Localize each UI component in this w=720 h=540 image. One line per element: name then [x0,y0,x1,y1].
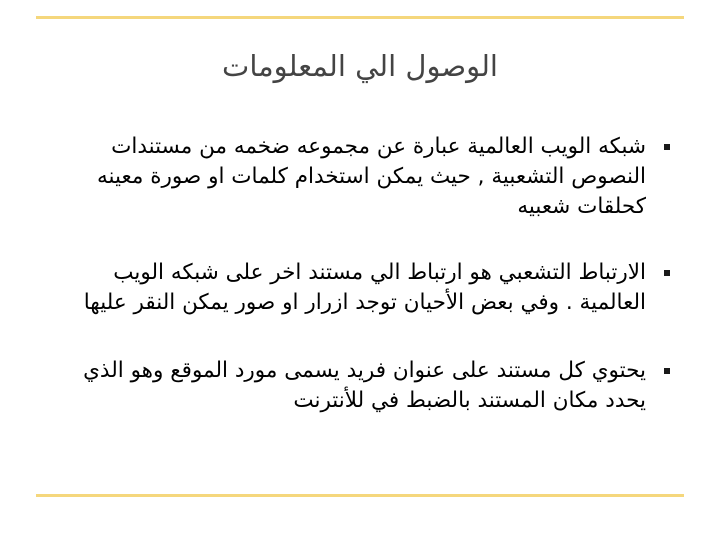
bullet-line: كحلقات شعبيه [517,194,646,219]
bullet-line: يحدد مكان المستند بالضبط في للأنترنت [293,388,646,413]
bullet-line: شبكه الويب العالمية عبارة عن مجموعه ضخمه من مستندات [111,134,646,159]
bullet-item [40,258,680,318]
bullet-line: الارتباط التشعبي هو ارتباط الي مستند اخر على شبكه الويب [113,260,646,285]
bullet-line: العالمية . وفي بعض الأحيان توجد ازرار او صور يمكن النقر عليها [83,290,646,315]
bullet-list [40,132,680,452]
top-divider [36,16,684,19]
square-bullet-icon [664,144,670,150]
square-bullet-icon [664,270,670,276]
bullet-line: يحتوي كل مستند على عنوان فريد يسمى مورد الموقع وهو الذي [83,358,646,383]
slide-title: الوصول الي المعلومات [222,49,498,83]
bullet-item [40,356,680,416]
square-bullet-icon [664,368,670,374]
bullet-item [40,132,680,222]
bottom-divider [36,494,684,497]
bullet-line: النصوص التشعبية , حيث يمكن استخدام كلمات او صورة معينه [97,164,646,189]
